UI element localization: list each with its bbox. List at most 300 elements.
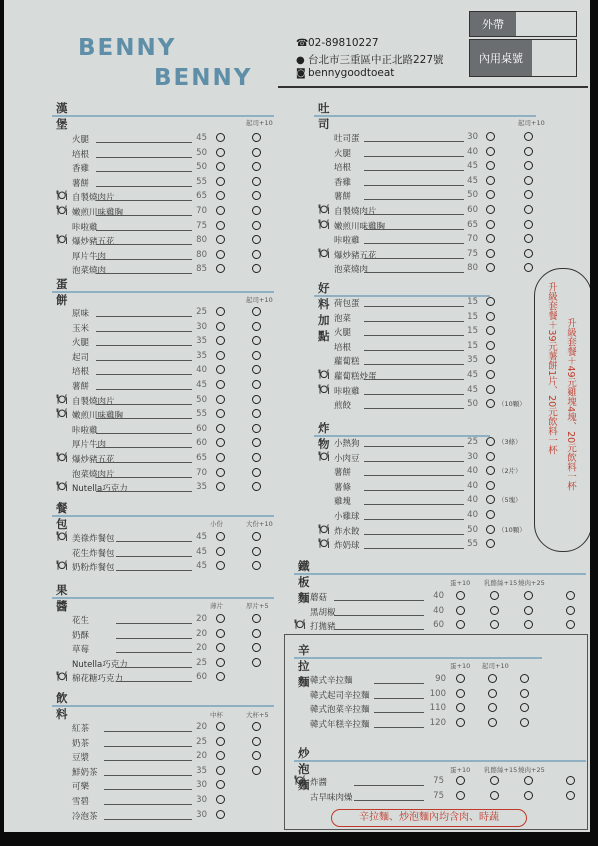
order-checkbox[interactable] [252,221,261,230]
signature-dish-icon [56,233,68,245]
item-name: 香雞 [334,177,352,188]
item-price: 35 [196,765,207,776]
order-checkbox[interactable] [524,263,533,272]
item-price: 35 [196,336,207,347]
section-title-friednoodle: 炒泡麵 [298,746,310,792]
order-checkbox[interactable] [216,722,225,731]
dotted-leader [96,171,192,172]
menu-item-row [314,146,536,160]
order-checkbox[interactable] [524,234,533,243]
order-checkbox[interactable] [216,191,225,200]
section-rule-toast [314,115,536,117]
order-checkbox[interactable] [524,591,533,600]
section-title-fried: 炸物 [318,421,330,451]
dotted-leader [96,433,192,434]
item-name: 蘿蔔糕 [334,357,360,368]
order-checkbox[interactable] [252,351,261,360]
dotted-leader [364,379,464,380]
order-checkbox[interactable] [524,205,533,214]
order-checkbox[interactable] [216,643,225,652]
order-checkbox[interactable] [216,133,225,142]
location-pin-icon: ● [296,55,305,66]
item-name: 可樂 [72,782,90,793]
order-checkbox[interactable] [216,751,225,760]
item-name: 小肉豆 [334,453,360,464]
order-checkbox[interactable] [252,614,261,623]
item-price: 50 [467,190,478,201]
column-header-friednoodle: 燒肉+25 [518,766,545,774]
dotted-leader [116,638,192,639]
signature-dish-icon [318,537,330,549]
section-title-egg: 蛋餅 [56,277,68,307]
order-checkbox[interactable] [252,547,261,556]
order-checkbox[interactable] [252,737,261,746]
signature-dish-icon [56,204,68,216]
order-checkbox[interactable] [252,177,261,186]
order-checkbox[interactable] [252,561,261,570]
item-price: 40 [467,146,478,157]
dotted-leader [364,185,464,186]
item-name: 爆炒豬五花 [334,250,377,261]
menu-item-row [52,379,274,393]
item-price: 25 [467,437,478,447]
order-checkbox[interactable] [486,481,495,490]
order-checkbox[interactable] [216,177,225,186]
dotted-leader [334,629,424,630]
dotted-leader [96,477,192,478]
item-price: 65 [467,219,478,230]
order-checkbox[interactable] [252,532,261,541]
upgrade-note-b: 升級套餐＋49元雞塊4塊、20元飲料一杯 [565,318,576,491]
order-checkbox[interactable] [252,468,261,477]
dotted-leader [96,186,192,187]
order-checkbox[interactable] [486,385,495,394]
dotted-leader [96,142,192,143]
dotted-leader [96,331,192,332]
order-checkbox[interactable] [252,250,261,259]
item-price: 25 [196,736,207,747]
section-title-addon: 好料加點 [318,281,330,343]
order-checkbox[interactable] [252,191,261,200]
column-header-jam: 厚片+5 [246,602,269,610]
column-header-ramen: 起司+10 [482,662,509,670]
item-name: 咔啦雞 [334,386,360,397]
column-header-bread: 小份 [210,520,223,528]
order-checkbox[interactable] [216,336,225,345]
item-name: 奶粉炸餐包 [72,563,115,574]
signature-dish-icon [56,670,68,682]
item-name: 小雞球 [334,512,360,522]
menu-item-row [52,794,274,808]
order-checkbox[interactable] [524,147,533,156]
order-checkbox[interactable] [216,424,225,433]
order-checkbox[interactable] [252,307,261,316]
menu-item-row [52,560,274,574]
item-price: 20 [196,751,207,762]
order-checkbox[interactable] [486,263,495,272]
item-name: 黑胡椒 [310,607,336,618]
order-checkbox[interactable] [456,620,465,629]
item-name: 荷包蛋 [334,299,360,309]
section-rule-drink [52,705,274,707]
item-price: 25 [196,657,207,668]
order-checkbox[interactable] [252,380,261,389]
item-name: 韓式年糕辛拉麵 [310,719,370,730]
item-name: Nutella巧克力 [72,659,128,670]
item-price: 50 [196,147,207,158]
order-checkbox[interactable] [216,409,225,418]
item-price: 20 [196,628,207,639]
order-checkbox[interactable] [252,424,261,433]
item-price: 45 [196,380,207,390]
item-name: 冷泡茶 [72,811,98,822]
order-checkbox[interactable] [486,234,495,243]
item-name: 火腿 [72,338,90,349]
order-checkbox[interactable] [486,341,495,350]
item-note: （10顆） [498,525,526,534]
order-checkbox[interactable] [486,437,495,446]
item-name: 奶茶 [72,738,90,749]
brand-line-1: BENNY [78,35,177,61]
item-price: 40 [467,466,478,477]
menu-item-row [52,721,274,735]
item-name: 薯餅 [334,468,352,479]
signature-dish-icon [294,618,306,630]
item-price: 45 [196,546,207,557]
order-checkbox[interactable] [486,399,495,408]
upgrade-note-pill [534,268,590,552]
order-checkbox[interactable] [566,591,575,600]
dotted-leader [364,350,464,351]
item-name: 厚片牛肉 [72,251,107,262]
menu-item-row [314,189,536,203]
menu-item-row [314,248,536,262]
item-price: 30 [196,321,207,332]
order-checkbox[interactable] [252,264,261,273]
order-checkbox[interactable] [486,147,495,156]
dotted-leader [364,258,464,259]
order-checkbox[interactable] [216,351,225,360]
section-title-jam: 果醬 [56,583,68,613]
dotted-leader [364,306,464,307]
menu-item-row [314,384,490,398]
order-checkbox[interactable] [252,658,261,667]
item-name: 古早味肉燥 [310,792,353,803]
order-checkbox[interactable] [524,190,533,199]
dotted-leader [96,418,192,419]
order-checkbox[interactable] [486,297,495,306]
order-checkbox[interactable] [524,176,533,185]
order-checkbox[interactable] [252,395,261,404]
order-checkbox[interactable] [252,365,261,374]
menu-item-row [52,394,274,408]
item-name: 雞塊 [334,497,352,508]
item-price: 15 [467,311,478,322]
order-checkbox[interactable] [252,322,261,331]
item-price: 50 [196,162,207,173]
order-checkbox[interactable] [216,453,225,462]
order-checkbox[interactable] [486,176,495,185]
item-name: 培根 [72,367,90,378]
order-checkbox[interactable] [490,591,499,600]
menu-item-row [314,340,490,354]
column-header-friednoodle: 乳酪絲+15 [484,766,518,774]
order-checkbox[interactable] [252,482,261,491]
item-price: 20 [196,614,207,624]
item-name: 奶酥 [72,630,90,641]
order-checkbox[interactable] [216,468,225,477]
menu-item-row [314,354,490,368]
menu-item-row [294,590,586,604]
menu-item-row [314,480,490,494]
item-price: 50 [467,524,478,535]
order-checkbox[interactable] [252,438,261,447]
order-checkbox[interactable] [216,365,225,374]
order-checkbox[interactable] [252,336,261,345]
header-divider [278,86,588,88]
item-name: 爆炒豬五花 [72,237,115,248]
order-checkbox[interactable] [252,453,261,462]
dotted-leader [96,389,192,390]
order-checkbox[interactable] [216,672,225,681]
dotted-leader [364,475,464,476]
item-price: 75 [196,220,207,231]
item-name: Nutella巧克力 [72,484,128,495]
menu-item-row [52,321,274,335]
order-checkbox[interactable] [456,606,465,615]
order-checkbox[interactable] [216,221,225,230]
menu-item-row [52,350,274,364]
order-checkbox[interactable] [216,810,225,819]
item-name: 自製燒肉片 [72,396,115,407]
dotted-leader [104,789,192,790]
item-note: （10顆） [498,400,526,409]
dotted-leader [364,519,464,520]
dotted-leader [96,491,192,492]
order-checkbox[interactable] [486,452,495,461]
menu-item-row [52,176,274,190]
column-header-drink: 大杯+5 [246,711,269,719]
dine-in-table-box[interactable] [469,39,577,77]
dotted-leader [364,394,464,395]
order-checkbox[interactable] [486,466,495,475]
item-name: 煎餃 [334,401,352,412]
menu-item-row [52,736,274,750]
takeout-box[interactable] [469,11,577,37]
dotted-leader [96,230,192,231]
item-price: 75 [433,776,444,786]
instagram-handle: bennygoodtoeat [308,67,395,79]
item-name: 薯條 [334,482,352,493]
order-checkbox[interactable] [252,206,261,215]
order-checkbox[interactable] [486,370,495,379]
order-checkbox[interactable] [524,161,533,170]
item-price: 35 [196,350,207,361]
order-checkbox[interactable] [216,737,225,746]
phone-number: 02-89810227 [308,37,379,49]
order-checkbox[interactable] [216,482,225,491]
order-checkbox[interactable] [216,795,225,804]
order-checkbox[interactable] [216,658,225,667]
order-checkbox[interactable] [216,162,225,171]
item-price: 35 [467,355,478,366]
dotted-leader [116,570,192,571]
order-checkbox[interactable] [524,132,533,141]
order-checkbox[interactable] [486,161,495,170]
menu-item-row [52,765,274,779]
menu-sheet [4,0,590,832]
order-checkbox[interactable] [486,495,495,504]
menu-item-row [314,436,522,450]
order-checkbox[interactable] [216,148,225,157]
menu-item-row [52,467,274,481]
menu-item-row [52,205,274,219]
contact-address [296,52,444,67]
order-checkbox[interactable] [490,606,499,615]
item-name: 鮮奶茶 [72,767,98,778]
menu-item-row [314,296,490,310]
section-rule-burger [52,115,274,117]
section-title-drink: 飲料 [56,691,68,721]
item-price: 75 [433,790,444,801]
item-price: 30 [196,780,207,791]
signature-dish-icon [318,247,330,259]
item-price: 55 [467,539,478,550]
section-title-ramen: 辛拉麵 [298,643,310,689]
order-checkbox[interactable] [216,307,225,316]
order-checkbox[interactable] [524,249,533,258]
order-checkbox[interactable] [486,525,495,534]
dotted-leader [364,156,464,157]
order-checkbox[interactable] [524,606,533,615]
order-checkbox[interactable] [252,766,261,775]
order-checkbox[interactable] [216,532,225,541]
item-name: 韓式辛拉麵 [310,676,353,686]
column-header-bread: 大份+10 [246,520,273,528]
address-text: 台北市三重區中正北路227號 [308,54,444,66]
order-checkbox[interactable] [252,629,261,638]
order-checkbox[interactable] [490,620,499,629]
section-rule-jam [52,597,274,599]
order-checkbox[interactable] [486,326,495,335]
order-checkbox[interactable] [566,620,575,629]
order-checkbox[interactable] [486,312,495,321]
order-checkbox[interactable] [216,322,225,331]
menu-item-row [314,465,522,479]
item-name: 豆漿 [72,753,90,764]
dotted-leader [96,447,192,448]
order-checkbox[interactable] [486,355,495,364]
order-checkbox[interactable] [252,162,261,171]
item-name: 紅茶 [72,724,90,734]
menu-item-row [52,132,274,146]
order-checkbox[interactable] [216,206,225,215]
item-price: 60 [196,438,207,449]
order-checkbox[interactable] [252,148,261,157]
dotted-leader [334,600,424,601]
order-checkbox[interactable] [216,395,225,404]
item-price: 90 [435,674,446,684]
item-price: 80 [196,249,207,260]
order-checkbox[interactable] [486,190,495,199]
item-name: 泡菜燒肉 [72,266,107,277]
order-checkbox[interactable] [486,539,495,548]
order-checkbox[interactable] [252,643,261,652]
dotted-leader [116,556,192,557]
menu-item-row [52,642,274,656]
order-checkbox[interactable] [216,547,225,556]
dotted-leader [104,760,192,761]
column-header-burger: 起司+10 [246,119,273,127]
order-checkbox[interactable] [486,205,495,214]
order-checkbox[interactable] [216,235,225,244]
menu-item-row [314,219,536,233]
order-checkbox[interactable] [486,249,495,258]
menu-item-row [294,619,586,633]
item-price: 40 [467,510,478,520]
menu-item-row [52,531,274,545]
order-checkbox[interactable] [216,780,225,789]
dotted-leader [364,321,464,322]
order-checkbox[interactable] [216,438,225,447]
order-checkbox[interactable] [524,220,533,229]
item-name: 草莓 [72,645,90,656]
footer-note: 辛拉麵、炒泡麵內均含肉、時蔬 [331,809,527,827]
signature-dish-icon [56,451,68,463]
item-price: 45 [196,133,207,143]
order-checkbox[interactable] [252,722,261,731]
instagram-icon: ◙ [296,68,306,79]
item-name: 棉花糖巧克力 [72,674,124,685]
order-checkbox[interactable] [216,766,225,775]
order-checkbox[interactable] [216,629,225,638]
item-price: 40 [467,495,478,506]
menu-item-row [52,452,274,466]
dotted-leader [116,652,192,653]
order-checkbox[interactable] [566,606,575,615]
item-name: 小熱狗 [334,439,360,449]
order-checkbox[interactable] [486,220,495,229]
dotted-leader [96,244,192,245]
column-header-teppan: 乳酪絲+15 [484,579,518,587]
item-name: 吐司蛋 [334,134,360,144]
order-checkbox[interactable] [252,133,261,142]
order-checkbox[interactable] [252,409,261,418]
order-checkbox[interactable] [486,510,495,519]
item-name: 起司 [72,352,90,363]
menu-item-row [314,204,536,218]
item-price: 55 [196,409,207,420]
order-checkbox[interactable] [252,235,261,244]
order-checkbox[interactable] [216,250,225,259]
item-price: 85 [196,264,207,275]
dotted-leader [334,615,424,616]
item-name: 炸醬 [310,778,328,788]
order-checkbox[interactable] [216,380,225,389]
contact-instagram [296,67,394,79]
order-checkbox[interactable] [524,620,533,629]
order-checkbox[interactable] [216,561,225,570]
phone-icon: ☎ [296,38,309,49]
order-checkbox[interactable] [486,132,495,141]
order-checkbox[interactable] [252,751,261,760]
order-checkbox[interactable] [456,591,465,600]
dotted-leader [96,259,192,260]
section-rule-teppan [294,573,586,575]
order-checkbox[interactable] [216,614,225,623]
dotted-leader [96,374,192,375]
order-checkbox[interactable] [216,264,225,273]
